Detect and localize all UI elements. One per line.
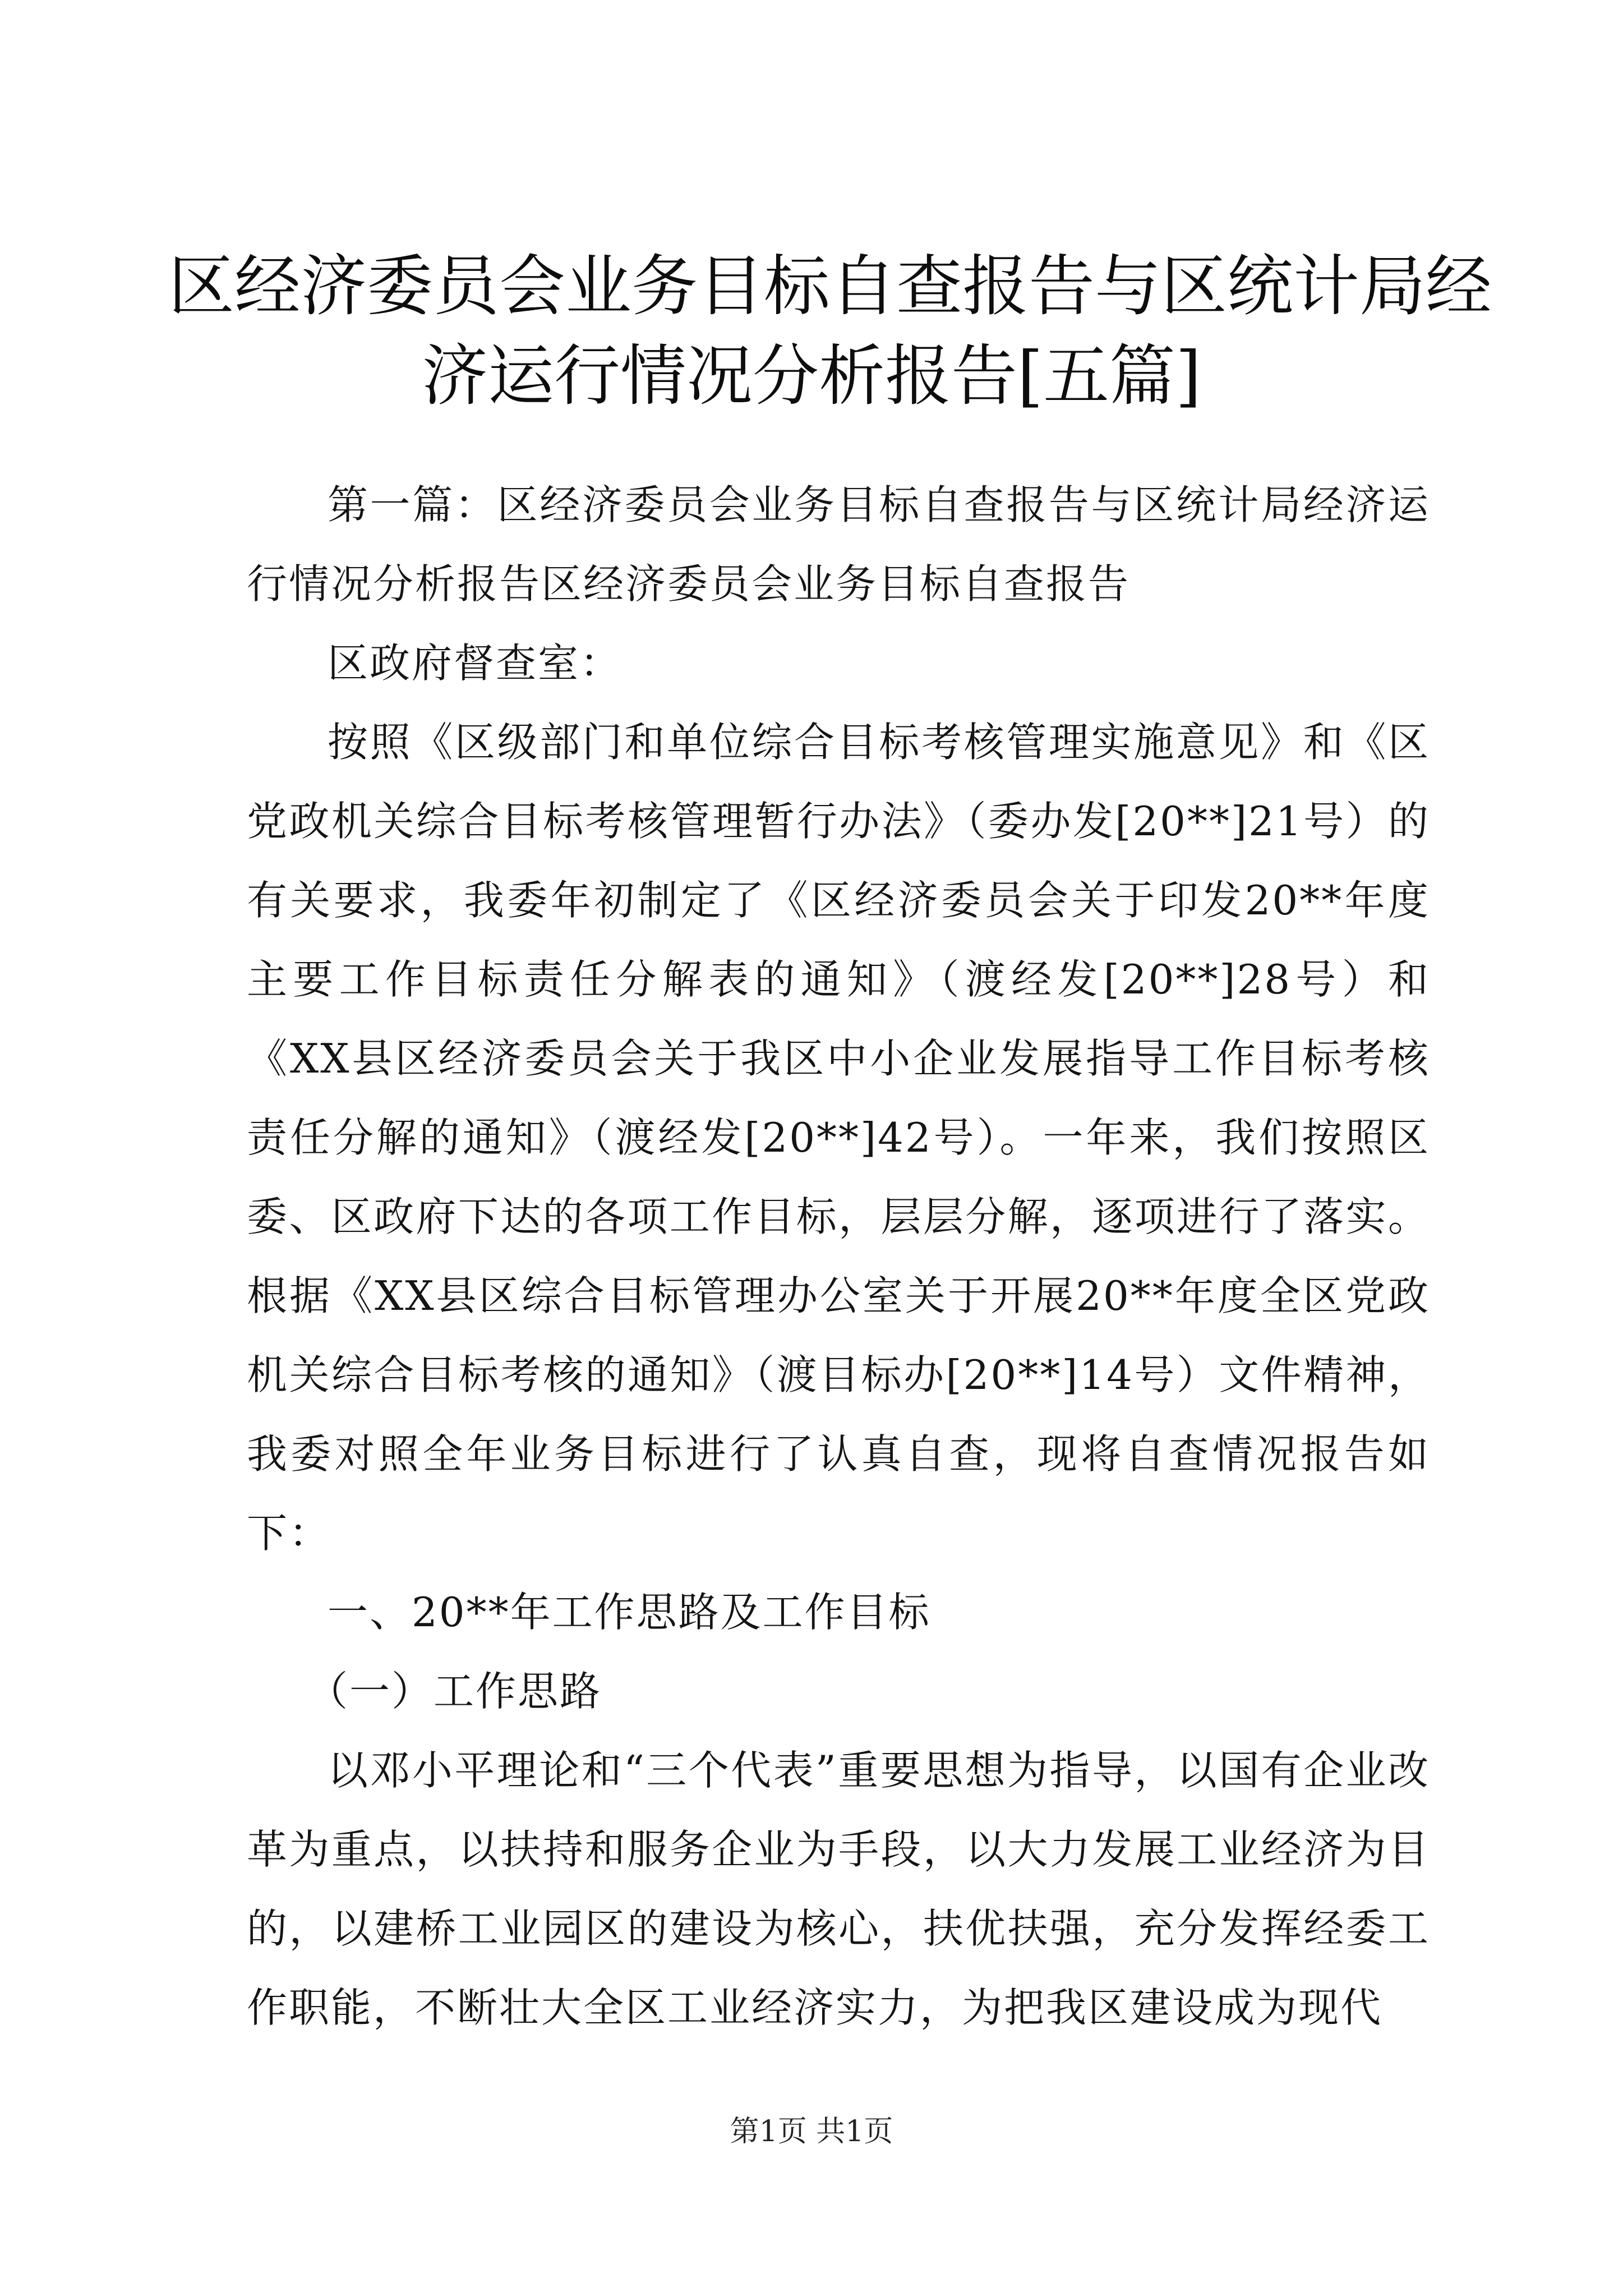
- paragraph-part-one-heading: 第一篇：区经济委员会业务目标自查报告与区统计局经济运行情况分析报告区经济委员会业务目标自查报告: [247, 481, 1430, 608]
- title-line-2: 济运行情况分析报告[五篇]: [421, 337, 1202, 415]
- document-title: [168, 241, 1492, 421]
- title-line-1: 区经济委员会业务目标自查报告与区统计局经: [168, 247, 1492, 325]
- paragraph-addressee: 区政府督查室：: [328, 639, 623, 687]
- paragraph-intro: 按照《区级部门和单位综合目标考核管理实施意见》和《区党政机关综合目标考核管理暂行办法》（委办发[20**]21号）的有关要求，我委年初制定了《区经济委员会关于印发20**年度主要工作目标责任分解表的通知》（渡经发[20**]28号）和《XX县区经济委员会关于我区中小企业发展指导工作目标考核责任分解的通知》（渡经发[20**]42号）。一年来，我们按照区委、区政府下达的各项工作目标，层层分解，逐项进行了落实。根据《XX县区综合目标管理办公室关于开展20**年度全区党政机关综合目标考核的通知》（渡目标办[20**]14号）文件精神，我委对照全年业务目标进行了认真自查，现将自查情况报告如下：: [247, 719, 1430, 1557]
- page-footer: 第1页 共1页: [730, 2115, 893, 2148]
- section-heading: 一、20**年工作思路及工作目标: [328, 1589, 931, 1636]
- paragraph-work-approach: 以邓小平理论和“三个代表”重要思想为指导，以国有企业改革为重点，以扶持和服务企业为手段，以大力发展工业经济为目的，以建桥工业园区的建设为核心，扶优扶强，充分发挥经委工作职能，不断壮大全区工业经济实力，为把我区建设成为现代: [247, 1747, 1430, 2031]
- document-body: [247, 466, 1430, 2047]
- subsection-heading: （一）工作思路: [307, 1668, 602, 1715]
